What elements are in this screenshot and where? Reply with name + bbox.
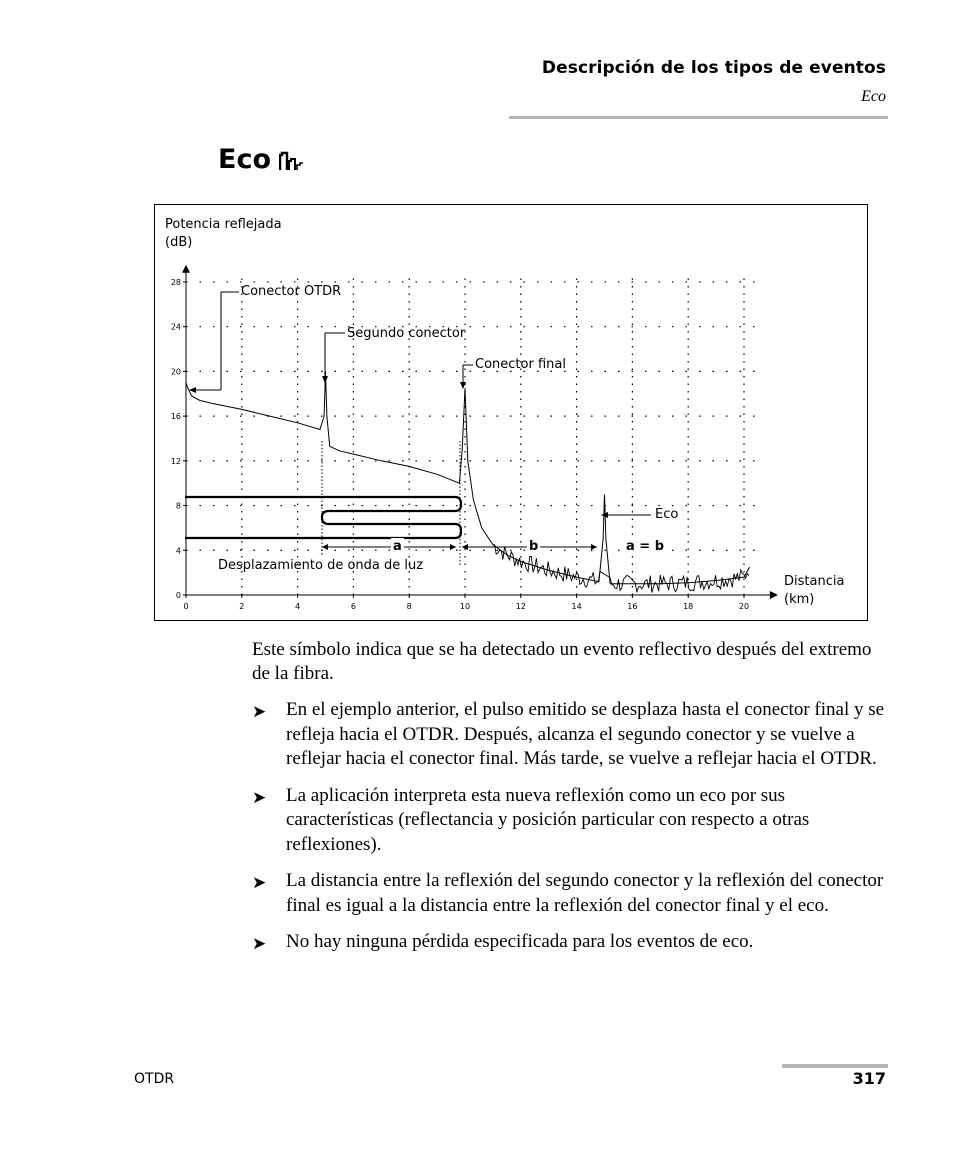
section-heading (218, 144, 305, 175)
label-a: a (393, 539, 402, 554)
echo-event-icon (279, 151, 305, 171)
y-tick-label: 12 (170, 456, 181, 466)
x-tick-label: 12 (515, 602, 526, 611)
arrow-final-connector (460, 382, 466, 389)
x-axis-label-line1: Distancia (784, 574, 845, 589)
y-axis-label-line2: (dB) (165, 235, 193, 250)
dimension-a-arrow-right (450, 544, 456, 550)
label-otdr-connector: Conector OTDR (241, 284, 342, 299)
list-item (252, 784, 892, 858)
dimension-a-arrow-left (322, 544, 328, 550)
x-tick-label: 14 (571, 602, 582, 611)
bullet-text: En el ejemplo anterior, el pulso emitido se desplaza hasta el conector final y se refleja hacia el OTDR. Después, alcanza el segundo conector y se vuelve a reflejar hacia el conector final. Más tarde, se vuelve a reflejar hacia el OTDR. (286, 699, 885, 769)
y-tick-label: 28 (170, 277, 181, 287)
arrow-echo (601, 512, 608, 518)
intro-paragraph: Este símbolo indica que se ha detectado un evento reflectivo después del extremo de la fibra. (252, 639, 872, 684)
x-tick-label: 8 (406, 602, 412, 611)
wave-travel-path (185, 497, 461, 538)
list-item (252, 698, 892, 772)
header-subtitle: Eco (861, 88, 886, 105)
label-final-connector: Conector final (475, 357, 566, 372)
x-tick-label: 0 (183, 602, 189, 611)
y-axis-arrow (182, 265, 190, 273)
x-tick-label: 4 (295, 602, 301, 611)
y-tick-label: 20 (170, 367, 181, 377)
header-title: Descripción de los tipos de eventos (541, 58, 886, 78)
dimension-b-arrow-right (591, 544, 597, 550)
bullet-text: La distancia entre la reflexión del segundo conector y la reflexión del conector final es igual a la distancia entre la reflexión del conector final y el eco. (286, 870, 884, 916)
x-axis-label-line2: (km) (784, 592, 815, 607)
x-tick-label: 2 (239, 602, 245, 611)
arrow-bullet-icon: ➤ (252, 787, 267, 808)
bullet-list (252, 698, 892, 967)
y-axis-label-line1: Potencia reflejada (165, 217, 282, 232)
arrow-bullet-icon: ➤ (252, 702, 267, 722)
bullet-text: La aplicación interpreta esta nueva reflexión como un eco por sus características (reflectancia y posición particular con respecto a otras reflexiones). (286, 784, 810, 855)
x-tick-label: 18 (683, 602, 694, 611)
page-number: 317 (852, 1069, 886, 1088)
x-tick-label: 6 (350, 602, 356, 611)
bullet-text: No hay ninguna pérdida especificada para los eventos de eco. (286, 931, 754, 952)
arrow-bullet-icon: ➤ (252, 934, 267, 954)
y-tick-label: 24 (170, 322, 181, 332)
x-tick-label: 16 (627, 602, 638, 611)
label-second-connector: Segundo conector (347, 326, 466, 341)
list-item (252, 930, 892, 955)
arrow-second-connector (322, 376, 328, 383)
header-rule (509, 116, 888, 119)
otdr-echo-figure (154, 204, 868, 621)
y-tick-label: 4 (175, 546, 181, 556)
label-echo: Eco (655, 507, 679, 522)
label-wave-travel: Desplazamiento de onda de luz (218, 558, 424, 573)
x-tick-label: 10 (459, 602, 471, 611)
y-tick-label: 8 (175, 501, 181, 511)
footer-product: OTDR (134, 1071, 175, 1087)
label-a-equals-b: a = b (626, 539, 665, 554)
section-title: Eco (218, 144, 271, 175)
arrow-bullet-icon: ➤ (252, 873, 267, 893)
x-axis-label (784, 573, 844, 609)
footer-rule (782, 1064, 888, 1068)
list-item (252, 869, 892, 918)
x-axis-arrow (770, 591, 778, 599)
y-tick-label: 16 (170, 412, 181, 422)
x-tick-label: 20 (738, 602, 750, 611)
y-tick-label: 0 (175, 591, 181, 600)
y-axis-label (165, 216, 282, 252)
label-b: b (529, 539, 539, 554)
